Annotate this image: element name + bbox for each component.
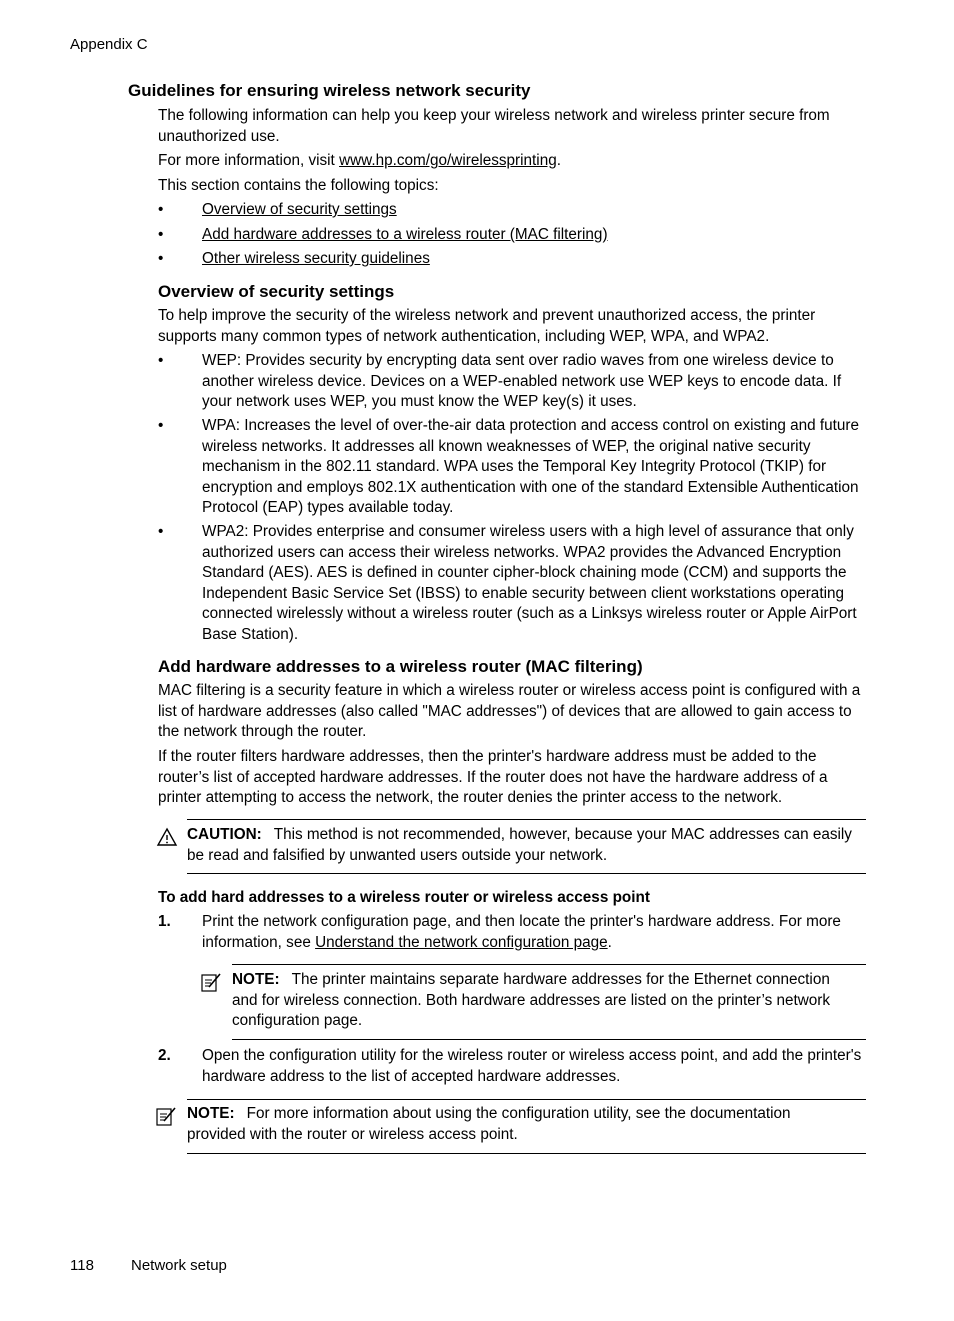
note-1-block [232,970,852,1032]
topic-link-text[interactable]: Other wireless security guidelines [202,250,430,267]
topic-link-other-guidelines[interactable] [202,249,868,270]
wirelessprinting-link[interactable]: www.hp.com/go/wirelessprinting [339,152,557,169]
step-1-body: Print the network configuration page, and then locate the printer's hardware address. For more information, see [202,913,841,951]
caution-block [187,825,867,866]
overview-heading: Overview of security settings [158,282,395,301]
caution-label: CAUTION: [187,826,262,843]
topic-link-text[interactable]: Overview of security settings [202,201,397,218]
wpa-bullet: WPA: Increases the level of over-the-air data protection and access control on existing and future wireless networks. It addresses all known weaknesses of WEP, the original native security mechanism in the 802.11 standard. WPA uses the Temporal Key Integrity Protocol (TKIP) for encryption and employs 802.1X authentication with one of the standard Extensible Authentication Protocol (EAP) types available today. [202,417,859,516]
caution-top-rule [187,819,866,820]
note-pencil-icon [155,1105,177,1127]
caution-text: This method is not recommended, however, because your MAC addresses can easily be read and falsified by unwanted users outside your network. [187,826,852,864]
bullet-glyph: • [158,417,164,434]
topic-link-overview[interactable] [202,200,868,221]
bullet-glyph: • [158,250,164,267]
more-info-prefix: For more information, visit [158,152,340,169]
wep-bullet: WEP: Provides security by encrypting data sent over radio waves from one wireless device to another wireless device. Devices on a WEP-enabled network use WEP keys to encode data. If your network uses WEP, you must know the WEP key(s) it uses. [202,352,842,410]
note-2-text: For more information about using the configuration utility, see the documentation provided with the router or wireless access point. [187,1105,791,1143]
step-1-text [202,912,868,953]
note-2-top-rule [187,1099,866,1100]
mac-filtering-heading: Add hardware addresses to a wireless router (MAC filtering) [158,657,643,676]
more-info-suffix: . [556,152,561,169]
note-1-bottom-rule [232,1039,866,1040]
note-1-text: The printer maintains separate hardware addresses for the Ethernet connection and for wireless connection. Both hardware addresses are listed on the printer’s network configuration page. [232,971,831,1029]
topic-link-text[interactable]: Add hardware addresses to a wireless router (MAC filtering) [202,226,608,243]
mac-para-1: MAC filtering is a security feature in which a wireless router or wireless access point is configured with a list of hardware addresses (also called "MAC addresses") of devices that are allowed to gain access to the network through the router. [158,682,861,740]
step-2-text: Open the configuration utility for the wireless router or wireless access point, and add the printer's hardware address to the list of accepted hardware addresses. [202,1047,862,1085]
step-2-number: 2. [158,1047,171,1064]
step-1-suffix: . [607,933,612,951]
note-2-label: NOTE: [187,1105,235,1122]
footer-section-title: Network setup [131,1257,227,1274]
caution-bottom-rule [187,873,866,874]
bullet-glyph: • [158,523,164,540]
bullet-glyph: • [158,352,164,369]
running-head: Appendix C [70,36,148,53]
note-pencil-icon [200,971,222,993]
overview-intro: To help improve the security of the wireless network and prevent unauthorized access, the printer supports many common types of network authentication, including WEP, WPA, and WPA2. [158,307,816,345]
step-1-number: 1. [158,913,171,930]
warning-triangle-icon [156,827,178,847]
more-info-line [158,151,868,172]
bullet-glyph: • [158,201,164,218]
note-2-block [187,1104,852,1145]
topics-intro: This section contains the following topics: [158,177,439,194]
note-1-label: NOTE: [232,971,280,988]
page-number: 118 [70,1257,94,1274]
procedure-heading: To add hard addresses to a wireless router or wireless access point [158,889,650,906]
section-intro: The following information can help you keep your wireless network and wireless printer secure from unauthorized use. [158,107,830,145]
topic-link-mac-filtering[interactable] [202,225,868,246]
wpa2-bullet: WPA2: Provides enterprise and consumer wireless users with a high level of assurance that only authorized users can access their wireless networks. WPA2 provides the Advanced Encryption Standard (AES). AES is defined in counter cipher-block chaining mode (CCM) and supports the Independent Basic Service Set (IBSS) to enable security between client workstations operating connected wirelessly without a wireless router (such as a Linksys wireless router or Apple AirPort Base Station). [202,523,857,643]
bullet-glyph: • [158,226,164,243]
note-2-bottom-rule [187,1153,866,1154]
mac-para-2: If the router filters hardware addresses, then the printer's hardware address must be added to the router’s list of accepted hardware addresses. If the router does not have the hardware address of a printer attempting to access the network, the router denies the printer access to the network. [158,748,828,806]
section-title: Guidelines for ensuring wireless network security [128,81,531,100]
network-config-page-link[interactable]: Understand the network configuration page [315,933,608,951]
note-1-top-rule [232,964,866,965]
